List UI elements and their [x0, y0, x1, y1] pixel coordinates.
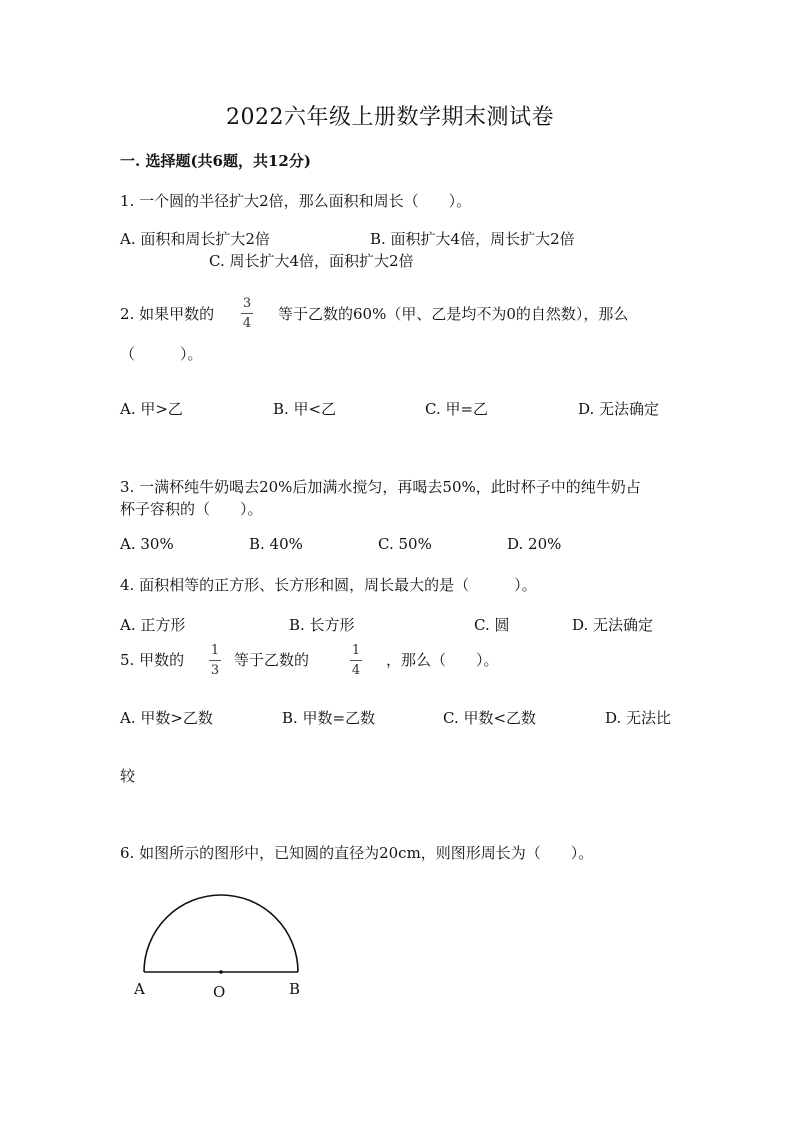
question-4-option-c[interactable]: C. 圆: [474, 616, 510, 634]
question-5-stem-end: ，那么（ ）。: [386, 651, 499, 669]
fraction-bar: [350, 660, 362, 661]
fraction-numerator: 1: [210, 643, 220, 658]
page-title: 2022六年级上册数学期末测试卷: [226, 105, 554, 130]
question-5-option-d-wrap: 较: [120, 767, 136, 785]
fraction-denominator: 4: [351, 663, 361, 678]
fraction-denominator: 4: [242, 316, 252, 331]
center-point: [219, 970, 223, 974]
point-label-b: B: [289, 980, 301, 998]
question-4-option-b[interactable]: B. 长方形: [289, 616, 355, 634]
question-1-option-c[interactable]: C. 周长扩大4倍，面积扩大2倍: [209, 252, 414, 270]
question-1-stem: 1. 一个圆的半径扩大2倍，那么面积和周长（ ）。: [120, 192, 472, 210]
point-label-a: A: [134, 980, 145, 998]
question-4-option-d[interactable]: D. 无法确定: [572, 616, 654, 634]
question-2-stem-end: （ ）。: [120, 345, 203, 363]
question-3-option-b[interactable]: B. 40%: [249, 535, 303, 553]
question-3-stem-line-1: 3. 一满杯纯牛奶喝去20%后加满水搅匀，再喝去50%，此时杯子中的纯牛奶占: [120, 478, 641, 496]
question-5-fraction-2: [350, 644, 362, 677]
fraction-numerator: 3: [242, 296, 252, 311]
question-2-stem-middle: 等于乙数的60%（甲、乙是均不为0的自然数），那么: [278, 305, 629, 323]
question-2-option-a[interactable]: A. 甲>乙: [120, 400, 183, 418]
question-5-option-c[interactable]: C. 甲数<乙数: [443, 709, 537, 727]
question-4-stem: 4. 面积相等的正方形、长方形和圆，周长最大的是（ ）。: [120, 576, 537, 594]
question-5-stem-middle: 等于乙数的: [234, 651, 310, 669]
question-3-stem-line-2: 杯子容积的（ ）。: [120, 500, 263, 518]
semicircle-arc: [144, 895, 298, 972]
question-5-option-d[interactable]: D. 无法比: [605, 709, 672, 727]
question-5-stem-start: 5. 甲数的: [120, 651, 185, 669]
section-heading: 一. 选择题(共6题，共12分): [120, 152, 311, 170]
question-1-option-a[interactable]: A. 面积和周长扩大2倍: [120, 230, 270, 248]
question-2-option-b[interactable]: B. 甲<乙: [273, 400, 337, 418]
question-2-option-c[interactable]: C. 甲=乙: [425, 400, 489, 418]
question-5-option-a[interactable]: A. 甲数>乙数: [120, 709, 213, 727]
question-3-option-d[interactable]: D. 20%: [507, 535, 562, 553]
question-2-stem-start: 2. 如果甲数的: [120, 305, 215, 323]
question-4-option-a[interactable]: A. 正方形: [120, 616, 186, 634]
question-2-fraction: [241, 297, 253, 330]
question-3-option-a[interactable]: A. 30%: [120, 535, 174, 553]
question-5-fraction-1: [209, 644, 221, 677]
fraction-denominator: 3: [210, 663, 220, 678]
question-3-option-c[interactable]: C. 50%: [378, 535, 432, 553]
fraction-bar: [209, 660, 221, 661]
question-2-option-d[interactable]: D. 无法确定: [578, 400, 660, 418]
fraction-numerator: 1: [351, 643, 361, 658]
question-5-option-b[interactable]: B. 甲数=乙数: [282, 709, 376, 727]
point-label-o: O: [213, 983, 226, 1001]
fraction-bar: [241, 313, 253, 314]
question-1-option-b[interactable]: B. 面积扩大4倍，周长扩大2倍: [370, 230, 575, 248]
question-6-stem: 6. 如图所示的图形中，已知圆的直径为20cm，则图形周长为（ ）。: [120, 844, 594, 862]
